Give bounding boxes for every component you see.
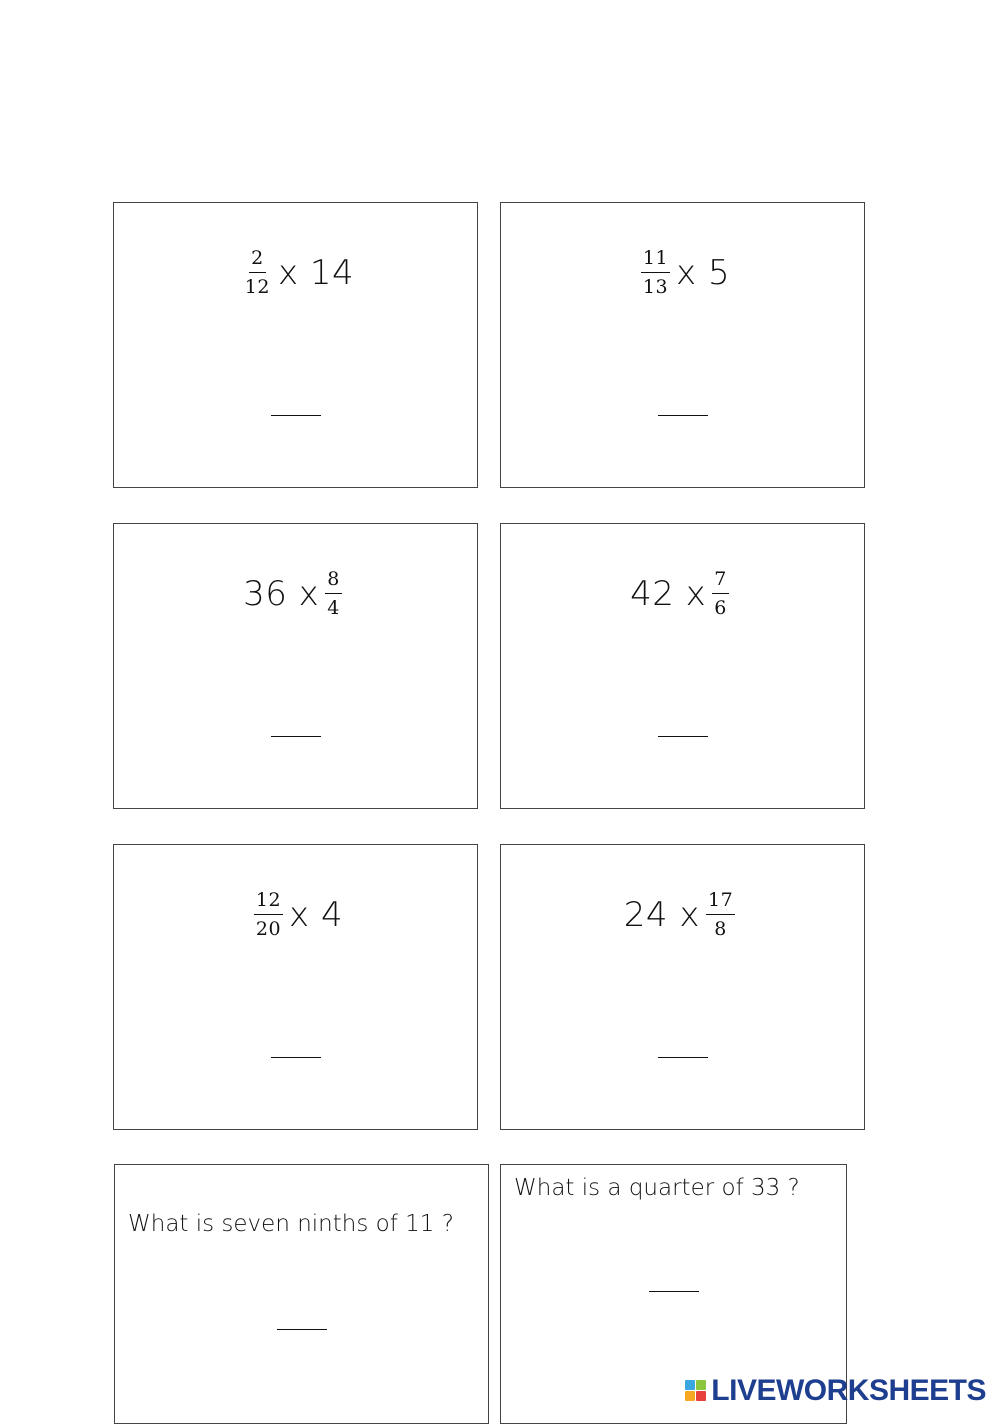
logo-text: LIVEWORKSHEETS bbox=[711, 1374, 986, 1407]
operator: x bbox=[685, 573, 707, 614]
fraction bbox=[254, 889, 283, 940]
answer-blank[interactable] bbox=[658, 736, 708, 737]
expression bbox=[501, 889, 864, 940]
problem-card-4 bbox=[500, 523, 865, 809]
liveworksheets-logo bbox=[685, 1374, 986, 1408]
whole-number: 36 bbox=[243, 573, 288, 614]
problem-card-3 bbox=[113, 523, 478, 809]
numerator: 17 bbox=[706, 889, 735, 915]
problem-card-6 bbox=[500, 844, 865, 1130]
operator: x bbox=[289, 894, 310, 935]
fraction bbox=[641, 247, 670, 298]
question-text: What is a quarter of 33 ? bbox=[514, 1175, 800, 1201]
problem-card-2 bbox=[500, 202, 865, 488]
answer-blank[interactable] bbox=[658, 415, 708, 416]
operator: x bbox=[676, 252, 697, 293]
fraction bbox=[325, 568, 342, 619]
operator: x bbox=[277, 252, 299, 293]
answer-blank[interactable] bbox=[271, 736, 321, 737]
problem-card-5 bbox=[113, 844, 478, 1130]
numerator: 11 bbox=[641, 247, 670, 273]
fraction bbox=[706, 889, 735, 940]
denominator: 12 bbox=[244, 276, 270, 298]
expression bbox=[501, 568, 864, 619]
word-problem-card-1 bbox=[114, 1164, 489, 1424]
expression bbox=[114, 568, 477, 619]
answer-blank[interactable] bbox=[277, 1329, 327, 1330]
expression bbox=[114, 247, 477, 298]
fraction bbox=[243, 247, 272, 298]
denominator: 8 bbox=[714, 918, 727, 940]
operator: x bbox=[298, 573, 320, 614]
answer-blank[interactable] bbox=[271, 415, 321, 416]
answer-blank[interactable] bbox=[649, 1291, 699, 1292]
expression bbox=[501, 247, 864, 298]
whole-number: 5 bbox=[707, 252, 731, 293]
whole-number: 42 bbox=[630, 573, 675, 614]
logo-mark-icon bbox=[685, 1380, 707, 1402]
question-text: What is seven ninths of 11 ? bbox=[128, 1211, 454, 1237]
expression bbox=[114, 889, 477, 940]
denominator: 13 bbox=[642, 276, 669, 298]
problem-card-1 bbox=[113, 202, 478, 488]
denominator: 4 bbox=[327, 597, 340, 619]
answer-blank[interactable] bbox=[271, 1057, 321, 1058]
whole-number: 4 bbox=[320, 894, 344, 935]
numerator: 7 bbox=[712, 568, 729, 594]
whole-number: 24 bbox=[623, 894, 669, 935]
denominator: 6 bbox=[714, 597, 727, 619]
whole-number: 14 bbox=[309, 252, 355, 293]
numerator: 8 bbox=[325, 568, 342, 594]
denominator: 20 bbox=[255, 918, 282, 940]
answer-blank[interactable] bbox=[658, 1057, 708, 1058]
numerator: 12 bbox=[254, 889, 283, 915]
operator: x bbox=[679, 894, 700, 935]
numerator: 2 bbox=[249, 247, 266, 273]
fraction bbox=[712, 568, 729, 619]
